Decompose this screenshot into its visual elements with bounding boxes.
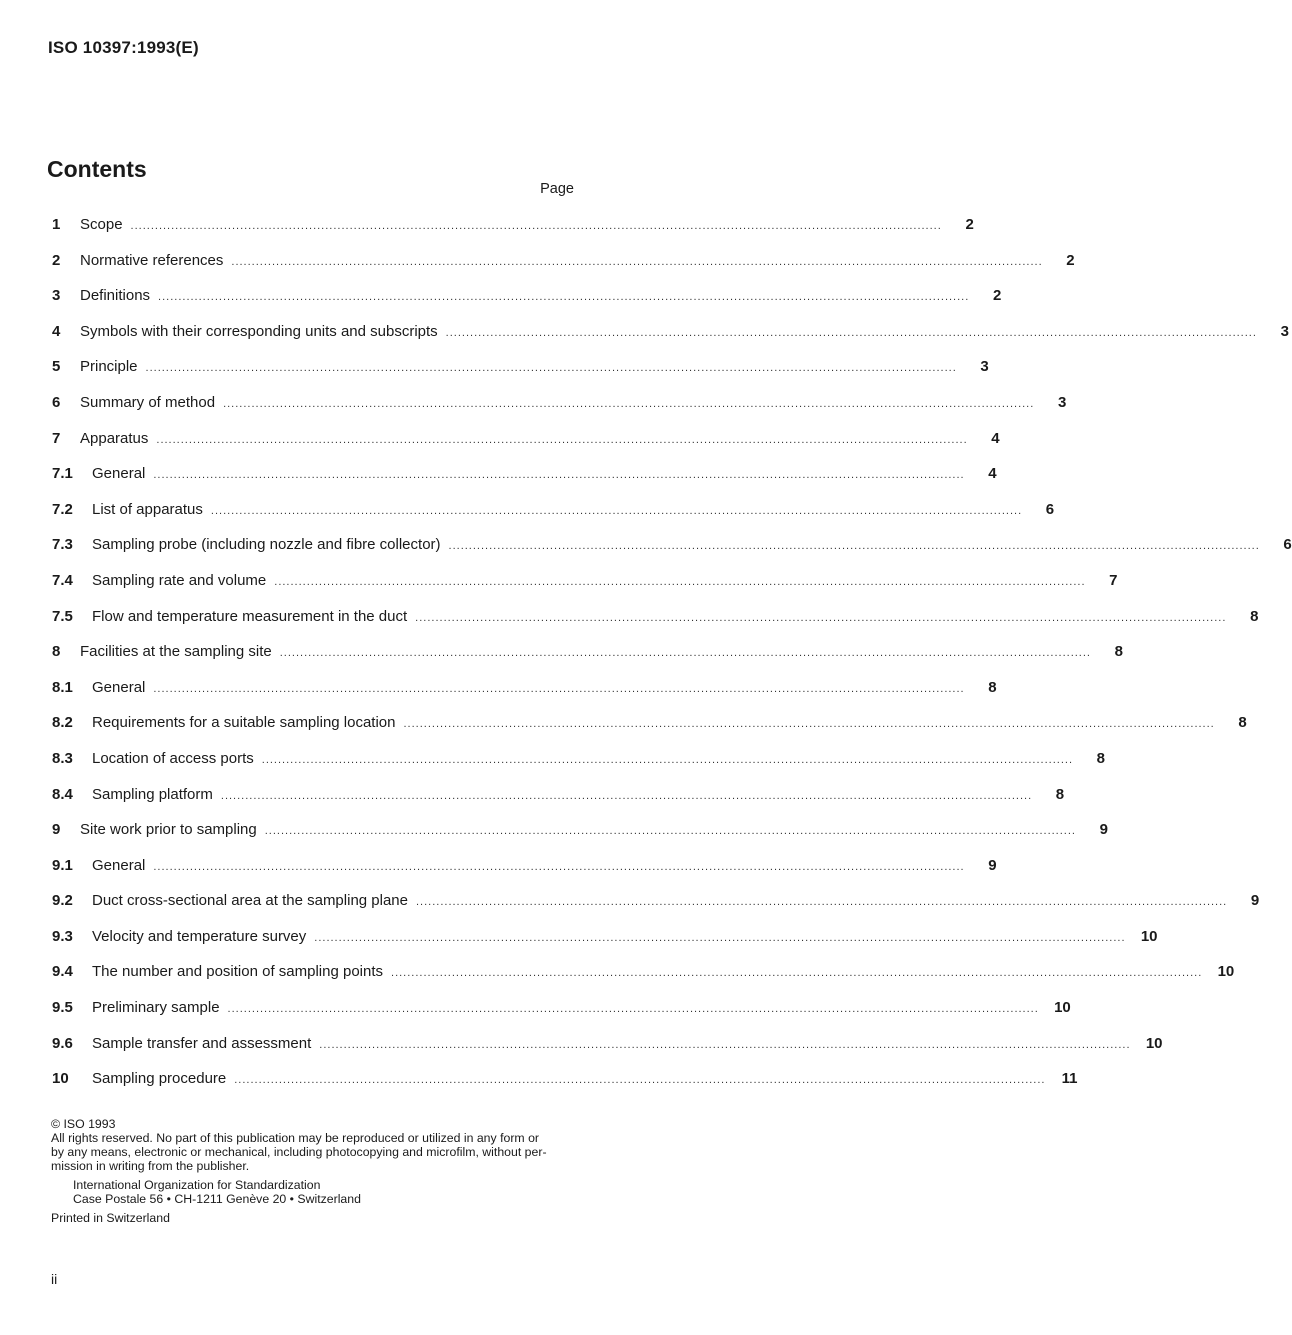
toc-leader-dots: ........................................................................................................................................................................................................ xyxy=(391,967,1203,980)
toc-entry-label: Preliminary sample xyxy=(92,999,220,1017)
toc-entry-label: Facilities at the sampling site xyxy=(80,643,272,661)
toc-entry xyxy=(52,990,1071,1026)
toc-entry xyxy=(52,349,989,385)
toc-entry xyxy=(52,527,1292,563)
toc-entry-label: Summary of method xyxy=(80,393,216,411)
toc-entry-label: Principle xyxy=(80,358,138,376)
toc-entry-page: 7 xyxy=(1109,571,1118,589)
toc-entry xyxy=(52,883,1260,919)
toc-entry-number: 1 xyxy=(52,216,61,233)
toc-entry-number: 5 xyxy=(52,358,61,376)
toc-entry-page: 10 xyxy=(1145,1034,1163,1052)
toc-entry-number: 9.6 xyxy=(52,1034,73,1052)
toc-entry-number: 7.1 xyxy=(52,465,73,483)
toc-entry-page: 3 xyxy=(1057,393,1067,411)
toc-leader-dots: ........................................................................................................................................................................................................ xyxy=(156,433,968,446)
toc-entry-label: Sampling platform xyxy=(92,785,213,803)
toc-entry-page: 9 xyxy=(988,856,997,874)
toc-entry-label: Flow and temperature measurement in the duct xyxy=(92,607,408,625)
toc-entry xyxy=(52,1061,1078,1097)
toc-entry-page: 8 xyxy=(1250,607,1259,625)
toc-entry xyxy=(52,812,1108,848)
toc-entry-number: 2 xyxy=(52,251,61,269)
toc-entry-page: 3 xyxy=(1280,322,1289,340)
toc-leader-dots: ........................................................................................................................................................................................................ xyxy=(210,504,1023,517)
toc-entry-page: 8 xyxy=(1055,785,1065,803)
toc-entry xyxy=(52,207,974,243)
toc-entry xyxy=(52,954,1235,990)
toc-entry-page: 2 xyxy=(992,287,1002,305)
copyright-block xyxy=(51,1117,581,1225)
toc-entry-label: Requirements for a suitable sampling location xyxy=(92,714,396,732)
toc-leader-dots: ........................................................................................................................................................................................................ xyxy=(448,540,1260,553)
toc-entry-label: General xyxy=(92,678,146,696)
toc-entry-label: General xyxy=(92,465,146,483)
toc-entry-number: 7.5 xyxy=(52,607,73,625)
table-of-contents xyxy=(52,207,1292,1097)
toc-entry-page: 11 xyxy=(1061,1070,1078,1088)
toc-entry xyxy=(52,705,1247,741)
rights-line-3: mission in writing from the publisher. xyxy=(51,1159,250,1173)
toc-entry-number: 3 xyxy=(52,287,61,305)
toc-leader-dots: ........................................................................................................................................................................................................ xyxy=(220,789,1033,802)
toc-entry-page: 4 xyxy=(988,465,997,483)
toc-entry-page: 10 xyxy=(1217,963,1235,981)
toc-entry-number: 9.4 xyxy=(52,963,73,981)
toc-leader-dots: ........................................................................................................................................................................................................ xyxy=(274,575,1086,588)
toc-leader-dots: ........................................................................................................................................................................................................ xyxy=(153,682,965,695)
toc-entry-page: 9 xyxy=(1099,821,1108,839)
toc-entry-number: 8.2 xyxy=(52,714,73,732)
toc-entry-page: 6 xyxy=(1045,500,1055,518)
toc-leader-dots: ........................................................................................................................................................................................................ xyxy=(145,362,957,375)
toc-entry-page: 8 xyxy=(1114,643,1123,661)
toc-leader-dots: ........................................................................................................................................................................................................ xyxy=(231,255,1043,268)
toc-entry-label: List of apparatus xyxy=(92,500,203,518)
rights-line-1: All rights reserved. No part of this publication may be reproduced or utilized in any form or xyxy=(51,1131,540,1145)
toc-entry-label: Duct cross-sectional area at the sampling plane xyxy=(92,892,408,910)
org-name: International Organization for Standardization xyxy=(73,1178,321,1192)
toc-entry xyxy=(52,563,1118,599)
toc-leader-dots: ........................................................................................................................................................................................................ xyxy=(403,718,1215,731)
toc-entry-label: Normative references xyxy=(80,251,224,269)
toc-leader-dots: ........................................................................................................................................................................................................ xyxy=(153,860,965,873)
contents-title: Contents xyxy=(47,156,147,182)
toc-entry-page: 10 xyxy=(1054,999,1071,1017)
toc-entry-label: The number and position of sampling points xyxy=(92,963,384,981)
printed-in: Printed in Switzerland xyxy=(51,1211,170,1225)
document-code: ISO 10397:1993(E) xyxy=(48,38,199,57)
toc-entry xyxy=(52,278,1002,314)
toc-entry-number: 9 xyxy=(52,821,61,839)
toc-entry-number: 6 xyxy=(52,393,61,411)
toc-leader-dots: ........................................................................................................................................................................................................ xyxy=(227,1003,1039,1016)
toc-leader-dots: ........................................................................................................................................................................................................ xyxy=(279,647,1091,660)
toc-entry-page: 4 xyxy=(991,429,1000,447)
toc-entry-number: 10 xyxy=(52,1070,69,1088)
toc-entry-page: 9 xyxy=(1250,892,1260,910)
toc-entry-label: Scope xyxy=(80,216,123,233)
toc-leader-dots: ........................................................................................................................................................................................................ xyxy=(223,397,1035,410)
toc-entry-number: 8.1 xyxy=(52,678,73,696)
toc-entry-label: Sample transfer and assessment xyxy=(92,1034,312,1052)
toc-entry xyxy=(52,848,997,884)
toc-entry xyxy=(52,670,997,706)
toc-leader-dots: ........................................................................................................................................................................................................ xyxy=(319,1038,1131,1051)
toc-entry xyxy=(52,421,1000,457)
toc-leader-dots: ........................................................................................................................................................................................................ xyxy=(153,469,965,482)
toc-entry xyxy=(52,1026,1163,1062)
toc-entry-number: 9.1 xyxy=(52,856,73,874)
toc-entry-label: Sampling rate and volume xyxy=(92,571,267,589)
toc-entry-page: 8 xyxy=(1096,749,1105,767)
toc-entry-page: 6 xyxy=(1283,536,1292,554)
toc-entry xyxy=(52,385,1067,421)
toc-entry-label: Location of access ports xyxy=(92,749,254,767)
toc-entry xyxy=(52,492,1055,528)
toc-leader-dots: ........................................................................................................................................................................................................ xyxy=(415,611,1227,624)
toc-entry-label: Sampling procedure xyxy=(92,1070,227,1088)
toc-entry xyxy=(52,919,1158,955)
page-number: ii xyxy=(51,1271,58,1287)
toc-entry-number: 9.3 xyxy=(52,927,73,945)
toc-entry-number: 7.3 xyxy=(52,536,73,554)
toc-entry-number: 8 xyxy=(52,643,61,661)
toc-entry-label: Velocity and temperature survey xyxy=(92,927,307,945)
toc-leader-dots: ........................................................................................................................................................................................................ xyxy=(234,1074,1046,1087)
toc-entry-label: Definitions xyxy=(80,287,151,305)
toc-entry-number: 4 xyxy=(52,322,61,340)
toc-entry-label: Site work prior to sampling xyxy=(80,821,257,839)
toc-entry-label: Sampling probe (including nozzle and fibre collector) xyxy=(92,536,441,554)
toc-entry-label: Symbols with their corresponding units and subscripts xyxy=(80,322,438,340)
toc-entry-page: 2 xyxy=(1066,251,1075,269)
toc-entry-number: 9.2 xyxy=(52,892,73,910)
toc-entry xyxy=(52,741,1105,777)
toc-leader-dots: ........................................................................................................................................................................................................ xyxy=(158,291,970,304)
toc-entry xyxy=(52,634,1123,670)
toc-entry-number: 7.4 xyxy=(52,571,73,589)
toc-entry-label: Apparatus xyxy=(80,429,149,447)
toc-entry-page: 8 xyxy=(988,678,997,696)
toc-entry xyxy=(52,777,1065,813)
toc-entry xyxy=(52,456,997,492)
toc-entry xyxy=(52,243,1075,279)
toc-entry-page: 8 xyxy=(1238,714,1247,732)
toc-entry xyxy=(52,314,1289,350)
toc-leader-dots: ........................................................................................................................................................................................................ xyxy=(264,825,1076,838)
toc-leader-dots: ........................................................................................................................................................................................................ xyxy=(314,931,1126,944)
toc-entry-number: 7.2 xyxy=(52,500,73,518)
toc-leader-dots: ........................................................................................................................................................................................................ xyxy=(445,326,1257,339)
toc-entry-number: 8.3 xyxy=(52,749,73,767)
page-column-label: Page xyxy=(540,181,574,197)
toc-entry-number: 9.5 xyxy=(52,999,73,1017)
copyright-notice: © ISO 1993 xyxy=(51,1117,116,1131)
org-address: Case Postale 56 • CH-1211 Genève 20 • Switzerland xyxy=(73,1192,361,1206)
toc-entry-page: 10 xyxy=(1140,927,1158,945)
toc-entry-number: 7 xyxy=(52,429,61,447)
toc-entry xyxy=(52,599,1259,635)
toc-leader-dots: ........................................................................................................................................................................................................ xyxy=(261,753,1073,766)
toc-entry-page: 2 xyxy=(965,216,974,233)
toc-leader-dots: ........................................................................................................................................................................................................ xyxy=(130,220,942,232)
toc-leader-dots: ........................................................................................................................................................................................................ xyxy=(416,896,1228,909)
rights-line-2: by any means, electronic or mechanical, including photocopying and microfilm, without per- xyxy=(51,1145,547,1159)
toc-entry-page: 3 xyxy=(980,358,989,376)
toc-entry-number: 8.4 xyxy=(52,785,73,803)
toc-entry-label: General xyxy=(92,856,146,874)
